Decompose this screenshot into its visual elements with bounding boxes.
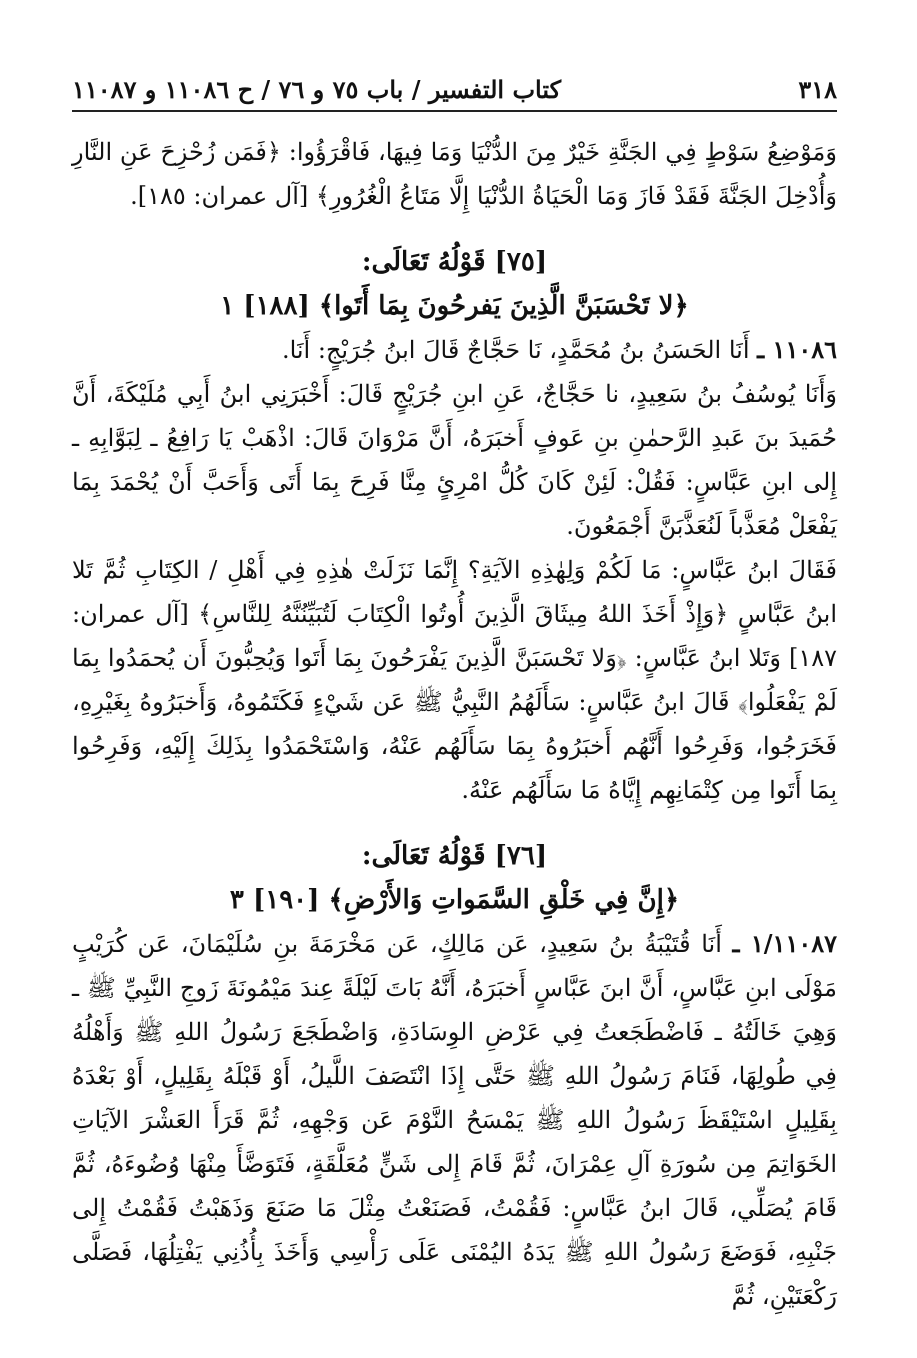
- section-75-heading: [٧٥] قَوْلُهُ تَعَالَى:: [361, 247, 548, 277]
- section-76-heading: [٧٦] قَوْلُهُ تَعَالَى:: [361, 841, 548, 871]
- page-number: ٣١٨: [798, 75, 837, 104]
- section-76-verse: ﴿إِنَّ فِي خَلْقِ السَّمَواتِ وَالأَرْضِ﴾ [١٩٠] ٣: [229, 885, 680, 915]
- running-title: كتاب التفسير / باب ٧٥ و ٧٦ / ح ١١٠٨٦ و ١١٠٨٧: [72, 75, 562, 104]
- hadith-text: أَنَا قُتَيْبَةُ بنُ سَعِيدٍ، عَن مَالِكٍ، عَن مَخْرَمَةَ بنِ سُلَيْمَانَ، عَن كُرَيْبٍ مَوْلَى ابنِ عَبَّاسٍ، أَنَّ ابنَ عَبَّاسٍ أَخبَرَهُ، أَنَّهُ بَاتَ لَيْلَةً عِندَ مَيْمُونَةَ زَوجِ النَّبِيِّ ﷺ ـ وَهِيَ خَالَتُهُ ـ فَاضْطَجَعتُ فِي عَرْضِ الوِسَادَةِ، وَاضْطَجَعَ رَسُولُ اللهِ ﷺ وَأَهْلُهُ فِي طُولِهَا، فَنَامَ رَسُولُ اللهِ ﷺ حَتَّى إِذَا انْتَصَفَ اللَّيلُ، أَوْ قَبْلَهُ بِقَلِيلٍ، أَوْ بَعْدَهُ بِقَلِيلٍ اسْتَيْقَظَ رَسُولُ اللهِ ﷺ يَمْسَحُ النَّوْمَ عَن وَجْهِهِ، ثُمَّ قَرَأَ العَشْرَ الآيَاتِ الخَوَاتِمَ مِن سُورَةِ آلِ عِمْرَانَ، ثُمَّ قَامَ إِلى شَنٍّ مُعَلَّقَةٍ، فَتَوَضَّأَ مِنْهَا وُضُوءَهُ، ثُمَّ قَامَ يُصَلِّي، قَالَ ابنُ عَبَّاسٍ: فَقُمْتُ، فَصَنَعْتُ مِثْلَ مَا صَنَعَ وَذَهَبْتُ فَقُمْتُ إِلى جَنْبِهِ، فَوَضَعَ رَسُولُ اللهِ ﷺ يَدَهُ اليُمْنَى عَلَى رَأْسِي وَأَخَذَ بِأُذُنِي يَفْتِلُهَا، فَصَلَّى رَكْعَتَيْنِ، ثُمَّ: [72, 930, 837, 1310]
- hadith-number: ١١٠٨٦ ـ: [757, 335, 837, 364]
- page-header: [72, 72, 837, 112]
- top-paragraph: وَمَوْضِعُ سَوْطٍ فِي الجَنَّةِ خَيْرٌ مِنَ الدُّنْيَا وَمَا فِيهَا، فَاقْرَؤُوا: ﴿فَمَن زُحْزِحَ عَنِ النَّارِ وَأُدْخِلَ الجَنَّةَ فَقَدْ فَازَ وَمَا الْحَيَاةُ الدُّنْيَا إِلَّا مَتَاعُ الْغُرُورِ﴾ [آل عمران: ١٨٥].: [72, 138, 837, 210]
- hadith-11086-isnad: [72, 328, 837, 372]
- hadith-text: أَنَا الحَسَنُ بنُ مُحَمَّدٍ، نَا حَجَّاجٌ قَالَ ابنُ جُرَيْجٍ: أَنَا.: [281, 336, 750, 364]
- section-75-verse: ﴿لا تَحْسَبَنَّ الَّذِينَ يَفرحُونَ بِمَا أَتَوا﴾ [١٨٨] ١: [220, 291, 689, 321]
- hadith-number: ١/١١٠٨٧ ـ: [732, 929, 837, 958]
- hadith-11086-paragraph-1: وَأَنَا يُوسُفُ بنُ سَعِيدٍ، نا حَجَّاجٌ، عَنِ ابنِ جُرَيْجٍ قَالَ: أَخْبَرَنِي ابنُ أَبِي مُلَيْكَةَ، أَنَّ حُمَيدَ بنَ عَبدِ الرَّحمٰنِ بنِ عَوفٍ أَخبَرَهُ، أَنَّ مَرْوَانَ قَالَ: اذْهَبْ يَا رَافِعُ ـ لِبَوَّابِهِ ـ إِلى ابنِ عَبَّاسٍ: فَقُلْ: لَئِنْ كَانَ كُلُّ امْرِئٍ مِنَّا فَرِحَ بِمَا أَتَى وَأَحَبَّ أَنْ يُحْمَدَ بِمَا يَفْعَلْ مُعَذَّباً لَنُعَذَّبَنَّ أَجْمَعُونَ.: [72, 380, 837, 540]
- hadith-11087-paragraph: [72, 922, 837, 1318]
- hadith-11086-paragraph-2: فَقَالَ ابنُ عَبَّاسٍ: مَا لَكُمْ وَلِهٰذِهِ الآيَةِ؟ إِنَّمَا نَزَلَتْ هٰذِهِ فِي أَهْلِ / الكِتَابِ ثُمَّ تَلا ابنُ عَبَّاسٍ ﴿وَإِذْ أَخَذَ اللهُ مِيثَاقَ الَّذِينَ أُوتُوا الْكِتَابَ لَتُبَيِّنُنَّهُ لِلنَّاسِ﴾ [آل عمران: ١٨٧] وَتَلا ابنُ عَبَّاسٍ: ﴿وَلا تَحْسَبَنَّ الَّذِينَ يَفْرَحُونَ بِمَا أَتَوا وَيُحِبُّونَ أَن يُحمَدُوا بِمَا لَمْ يَفْعَلُوا﴾ قَالَ ابنُ عَبَّاسٍ: سَأَلَهُمُ النَّبِيُّ ﷺ عَن شَيْءٍ فَكَتَمُوهُ، وَأَخبَرُوهُ بِغَيْرِهِ، فَخَرَجُوا، وَفَرِحُوا أَنَّهُم أَخبَرُوهُ بِمَا سَأَلَهُم عَنْهُ، وَاسْتَحْمَدُوا بِذَلِكَ إِلَيْهِ، وَفَرِحُوا بِمَا أَتَوا مِن كِتْمَانِهِم إِيَّاهُ مَا سَأَلَهُم عَنْهُ.: [72, 556, 837, 804]
